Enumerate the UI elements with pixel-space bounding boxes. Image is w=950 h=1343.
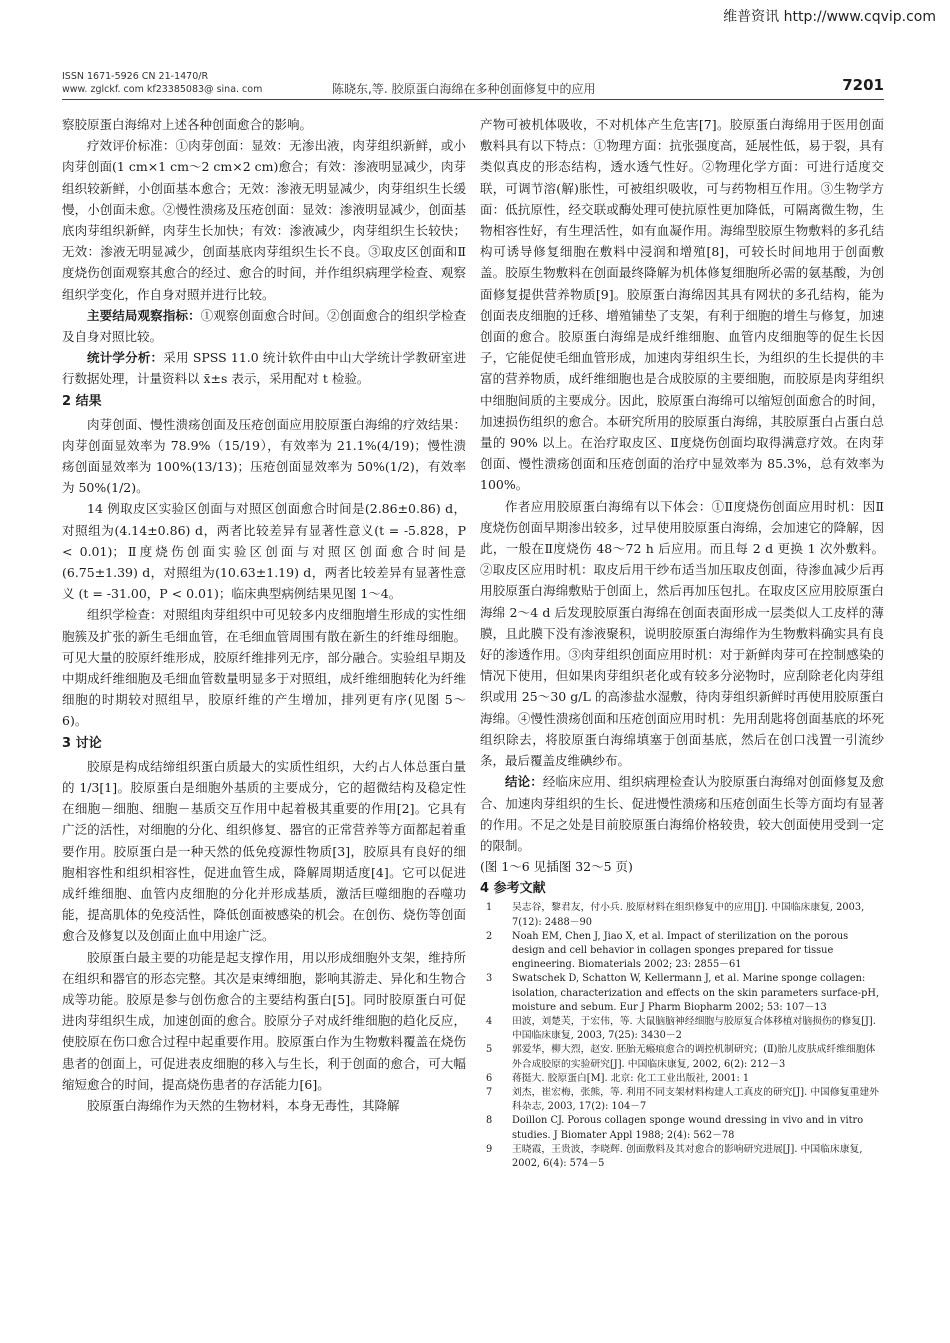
section-heading: 2 结果 xyxy=(62,393,102,409)
reference-number: 5 xyxy=(486,1044,493,1056)
page-number: 7201 xyxy=(842,76,884,94)
section-heading: 3 讨论 xyxy=(62,735,102,751)
paragraph-text: 采用 SPSS 11.0 统计软件由中山大学统计学教研室进行数据处理，计量资料以 x̄±s 表示，采用配对 t 检验。 xyxy=(62,350,466,387)
reference-number: 8 xyxy=(486,1115,493,1127)
reference-number: 7 xyxy=(486,1086,493,1098)
watermark: 维普资讯 http://www.cqvip.com xyxy=(723,9,936,25)
reference-number: 6 xyxy=(486,1072,493,1084)
reference-text: 田波，刘楚芙，于宏伟，等. 大鼠脑脑神经细胞与胶原复合体移植对脑损伤的修复[J]. 中国临床康复, 2003, 7(25): 3430－2 xyxy=(512,1015,876,1042)
reference-item xyxy=(480,1072,884,1086)
reference-item xyxy=(480,1143,884,1171)
paragraph-label: 统计学分析： xyxy=(87,350,164,366)
body-paragraph: (图 1～6 见插图 32～5 页) xyxy=(480,859,633,875)
journal-issn xyxy=(62,70,262,96)
reference-text: 王晓霞，王贵波，李晓辉. 创面敷料及其对愈合的影响研究进展[J]. 中国临床康复, 2002, 6(4): 574－5 xyxy=(512,1143,863,1169)
body-paragraph: 胶原是构成结缔组织蛋白质最大的实质性组织，大约占人体总蛋白量的 1/3[1]。胶原蛋白是细胞外基质的主要成分，它的超微结构及稳定性在细胞－细胞、细胞－基质交互作用中起着极其重要的作用[2]。它具有广泛的活性，对细胞的分化、组织修复、器官的正常营养等方面都起着重要作用。胶原蛋白是一种天然的低免疫源性物质[3]，胶原具有良好的细胞相容性和组织相容性，促进血管生成，降解周期适度[4]。它可以促进成纤维细胞、血管内皮细胞的分化并形成基质，激活巨噬细胞的吞噬功能，提高肌体的免疫活性，降低创面被感染的机会。在创伤、烧伤等创面愈合及修复以及创面止血中用途广泛。 xyxy=(62,758,466,944)
reference-text: 吴志谷，黎君友，付小兵. 胶原材料在组织修复中的应用[J]. 中国临床康复, 2003, 7(12): 2488－90 xyxy=(512,902,865,928)
reference-item xyxy=(480,972,884,1015)
body-paragraph: 胶原蛋白海绵作为天然的生物材料，本身无毒性，其降解 xyxy=(87,1097,400,1113)
issn-line: ISSN 1671-5926 CN 21-1470/R xyxy=(62,71,209,82)
reference-item xyxy=(480,1043,884,1071)
web-line: www. zglckf. com kf23385083@ sina. com xyxy=(62,84,263,95)
reference-item xyxy=(480,1086,884,1114)
reference-text: Swatschek D, Schatton W, Kellermann J, et al. Marine sponge collagen: isolation, characterization and effects on the skin parameters surface-pH, moisture and sebum. Eur J Pharm Biopharm 2002; 53: 107－13 xyxy=(512,973,880,1013)
body-paragraph: 察胶原蛋白海绵对上述各种创面愈合的影响。 xyxy=(62,117,313,132)
reference-item xyxy=(480,1015,884,1043)
header-rule xyxy=(62,99,884,100)
labeled-paragraph xyxy=(62,347,466,389)
reference-item xyxy=(480,1114,884,1142)
body-paragraph: 作者应用胶原蛋白海绵有以下体会：①Ⅱ度烧伤创面应用时机：因Ⅱ度烧伤创面早期渗出较多，过早使用胶原蛋白海绵，会加速它的降解，因此，一般在Ⅱ度烧伤 48～72 h 后应用。而且每 2 d 更换 1 次外敷料。②取皮区应用时机：取皮后用干纱布适当加压取皮创面，待渗血减少后再用胶原蛋白海绵敷贴于创面上，然后再加压包扎。在取皮区应用胶原蛋白海绵 2～4 d 后发现胶原蛋白海绵在创面表面形成一层类似人工皮样的薄膜，且此膜下没有渗液聚积，说明胶原蛋白海绵作为生物敷料确实具有良好的渗透作用。③肉芽组织创面应用时机：对于新鲜肉芽可在控制感染的情况下使用，但如果肉芽组织老化或有较多分泌物时，应刮除老化肉芽组织或用 25～30 g/L 的高渗盐水湿敷，待肉芽组织新鲜时再使用胶原蛋白海绵。④慢性溃疡创面和压疮创面应用时机：先用刮匙将创面基底的坏死组织除去，将胶原蛋白海绵填塞于创面基底，然后在创口浅置一引流纱条，最后覆盖皮维碘纱布。 xyxy=(480,498,884,769)
labeled-paragraph xyxy=(62,305,466,347)
paragraph-text: 经临床应用、组织病理检查认为胶原蛋白海绵对创面修复及愈合、加速肉芽组织的生长、促进慢性溃疡和压疮创面生长等方面均有显著的作用。不足之处是目前胶原蛋白海绵价格较贵，较大创面使用受到一定的限制。 xyxy=(480,774,884,853)
reference-item xyxy=(480,901,884,929)
body-paragraph: 组织学检查：对照组肉芽组织中可见较多内皮细胞增生形成的实性细胞簇及扩张的新生毛细血管，在毛细血管周围有散在新生的纤维母细胞。可见大量的胶原纤维形成，胶原纤维排列无序，部分融合。实验组早期及中期成纤维细胞及毛细血管数量明显多于对照组，成纤维细胞转化为纤维细胞的时期较对照组早，胶原纤维的产生增加，排列更有序(见图 5～6)。 xyxy=(62,607,466,729)
labeled-paragraph xyxy=(480,771,884,856)
reference-list xyxy=(480,901,884,1171)
running-title: 陈晓东,等. 胶原蛋白海绵在多种创面修复中的应用 xyxy=(332,82,596,96)
reference-text: 蒋挺大. 胶原蛋白[M]. 北京: 化工工业出版社, 2001: 1 xyxy=(512,1072,750,1084)
body-paragraph: 14 例取皮区实验区创面与对照区创面愈合时间是(2.86±0.86) d，对照组为(4.14±0.86) d，两者比较差异有显著性意义(t = -5.828，P < 0.01)；Ⅱ度烧伤创面实验区创面与对照区创面愈合时间是 (6.75±1.39) d，对照组为(10.63±1.19) d，两者比较差异有显著性意义 (t = -31.00，P < 0.01)；临床典型病例结果见图 1～4。 xyxy=(62,501,466,602)
paragraph-label: 主要结局观察指标： xyxy=(87,307,201,323)
paragraph-label: 结论： xyxy=(505,774,543,790)
section-heading: 4 参考文献 xyxy=(480,881,546,897)
body-paragraph: 疗效评价标准：①肉芽创面：显效：无渗出液，肉芽组织新鲜，或小肉芽创面(1 cm×1 cm～2 cm×2 cm)愈合；有效：渗液明显减少，肉芽组织较新鲜，小创面基本愈合；无效：渗液无明显减少，肉芽组织生长缓慢，小创面未愈。②慢性溃疡及压疮创面：显效：渗液明显减少，创面基底肉芽组织新鲜，肉芽生长加快；有效：渗液减少，肉芽组织生长较快；无效：渗液无明显减少，创面基底肉芽组织生长不良。③取皮区创面和Ⅱ度烧伤创面观察其愈合的经过、愈合的时间，并作组织病理学检查、观察组织学变化，作自身对照并进行比较。 xyxy=(62,138,466,302)
reference-number: 1 xyxy=(486,902,493,914)
body-paragraph: 产物可被机体吸收，不对机体产生危害[7]。胶原蛋白海绵用于医用创面敷料具有以下特点：①物理方面：抗张强度高，延展性低，易于裂，具有类似真皮的形态结构，透水透气性好。②物理化学方面：可进行适度交联，可调节溶(解)胀性，可被组织吸收，可与药物相互作用。③生物学方面：低抗原性，经交联或酶处理可使抗原性更加降低，可隔离微生物，生物相容性好，有生理活性，如有血凝作用。海绵型胶原生物敷料的多孔结构可诱导修复细胞在敷料中浸润和增殖[8]，可较长时间地用于创面敷盖。胶原生物敷料在创面最终降解为机体修复细胞所必需的氨基酸，为创面修复提供营养物质[9]。胶原蛋白海绵因其具有网状的多孔结构，能为创面表皮细胞的迁移、增殖铺垫了支架，有利于细胞的增生与修复，加速创面的愈合。胶原蛋白海绵是成纤维细胞、血管内皮细胞等的促生长因子，它能促使毛细血管形成，加速肉芽组织生长，为组织的生长提供的丰富的营养物质，成纤维细胞也是合成胶原的主要细胞，而胶原是肉芽组织中细胞间质的主要成分。因此，胶原蛋白海绵可以缩短创面愈合的时间，加速损伤组织的愈合。本研究所用的胶原蛋白海绵，其胶原蛋白占蛋白总量的 90% 以上。在治疗取皮区、Ⅱ度烧伤创面均取得满意疗效。在肉芽创面、慢性溃疡创面和压疮创面的治疗中显效率为 85.3%，总有效率为 100%。 xyxy=(480,117,884,493)
left-column xyxy=(62,114,466,1116)
reference-number: 2 xyxy=(486,930,493,942)
reference-text: Noah EM, Chen J, Jiao X, et al. Impact of sterilization on the porous design and cell behavior in collagen sponges prepared for tissue engineering. Biomaterials 2002; 23: 2855－61 xyxy=(512,930,849,971)
reference-item xyxy=(480,930,884,973)
body-paragraph: 肉芽创面、慢性溃疡创面及压疮创面应用胶原蛋白海绵的疗效结果：肉芽创面显效率为 78.9%（15/19），有效率为 21.1%(4/19)；慢性溃疡创面显效率为 100%(13/13)；压疮创面显效率为 50%(1/2)，有效率为 50%(1/2)。 xyxy=(62,416,466,496)
body-paragraph: 胶原蛋白最主要的功能是起支撑作用，用以形成细胞外支架，维持所在组织和器官的形态完整。其次是束缚细胞，影响其游走、异化和生物合成等功能。胶原是参与创伤愈合的主要结构蛋白[5]。同时胶原蛋白可促进肉芽组织生成，加速创面的愈合。胶原分子对成纤维细胞的趋化反应，使胶原在伤口愈合过程中起重要作用。胶原蛋白作为生物敷料覆盖在烧伤患者的创面上，可促进表皮细胞的移入与生长，利于创面的愈合，可大幅缩短愈合的时间，提高烧伤患者的存活能力[6]。 xyxy=(62,949,466,1092)
reference-text: 郭爱华，柳大烈，赵安. 胚胎无瘢痕愈合的调控机制研究；(Ⅱ)胎儿皮肤成纤维细胞体外合成胶原的实验研究[J]. 中国临床康复, 2002, 6(2): 212－3 xyxy=(512,1044,876,1070)
reference-text: Doillon CJ. Porous collagen sponge wound dressing in vivo and in vitro studies. J Biomater Appl 1988; 2(4): 562－78 xyxy=(512,1115,864,1141)
reference-text: 刘杰，崔宏梅，张熊，等. 利用不同支架材料构建人工真皮的研究[J]. 中国修复重建外科杂志, 2003, 17(2): 104－7 xyxy=(512,1086,879,1113)
reference-number: 9 xyxy=(486,1143,493,1155)
right-body xyxy=(480,114,884,901)
right-column xyxy=(480,114,884,1171)
paragraph-text: ①观察创面愈合时间。②创面愈合的组织学检查及自身对照比较。 xyxy=(62,307,466,345)
reference-number: 4 xyxy=(486,1015,493,1027)
reference-number: 3 xyxy=(486,973,493,985)
